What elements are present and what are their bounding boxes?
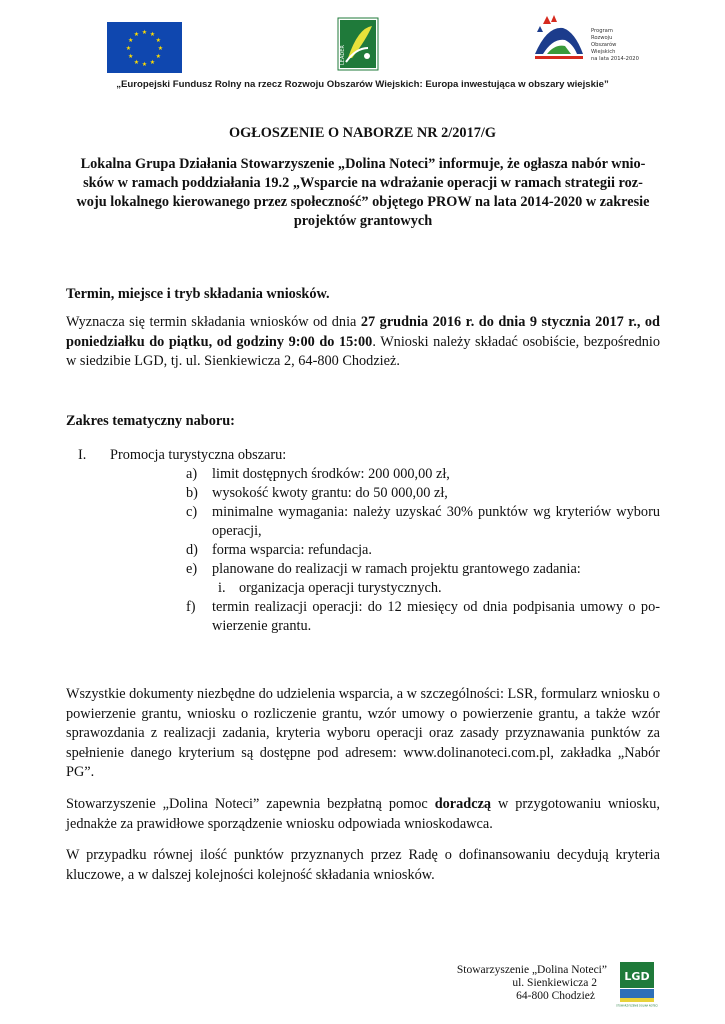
prow-logo-line-5: na lata 2014-2020 bbox=[591, 56, 639, 62]
svg-text:★: ★ bbox=[155, 53, 161, 60]
lgd-logo-caption: STOWARZYSZENIE DOLINA NOTECI bbox=[616, 1004, 658, 1008]
fund-slogan: „Europejski Fundusz Rolny na rzecz Rozwoju Obszarów Wiejskich: Europa inwestująca w obszary wiejskie” bbox=[116, 79, 609, 90]
intro-line: projektów grantowych bbox=[293, 213, 433, 229]
scope-item-title: Promocja turystyczna obszaru: bbox=[110, 447, 287, 463]
svg-text:★: ★ bbox=[149, 58, 156, 66]
intro-line: woju lokalnego kierowanego przez społeczność” objętego PROW na lata 2014-2020 w zakresie bbox=[76, 194, 650, 210]
page-title: OGŁOSZENIE O NABORZE NR 2/2017/G bbox=[229, 125, 496, 141]
footer-line: ul. Sienkiewicza 2 bbox=[512, 977, 597, 989]
sublist-item: organizacja operacji turystycznych. bbox=[239, 580, 442, 596]
intro-paragraph bbox=[66, 155, 660, 231]
list-marker: a) bbox=[186, 466, 198, 482]
prow-logo-line-1: Program bbox=[591, 28, 613, 34]
lgd-logo-text: LGD bbox=[624, 970, 650, 983]
svg-text:★: ★ bbox=[157, 45, 164, 52]
svg-text:★: ★ bbox=[125, 45, 132, 52]
leader-logo-text: LEADER bbox=[340, 45, 346, 65]
eu-flag-logo bbox=[107, 22, 182, 73]
leader-logo bbox=[338, 18, 378, 70]
roman-marker: I. bbox=[78, 447, 87, 463]
help-bold: doradczą bbox=[434, 796, 492, 812]
list-marker: f) bbox=[186, 599, 196, 615]
section-heading-scope: Zakres tematyczny naboru: bbox=[66, 413, 235, 429]
prow-logo bbox=[533, 14, 639, 68]
list-item: minimalne wymagania: należy uzyskać 30% punktów wg kryteriów wyboru bbox=[212, 504, 660, 520]
lgd-logo bbox=[617, 960, 657, 1008]
prow-logo-line-2: Rozwoju bbox=[591, 35, 613, 41]
svg-text:★: ★ bbox=[149, 31, 156, 39]
tie-break-paragraph: W przypadku równej ilość punktów przyznanych przez Radę o dofinansowaniu decydują kryteria kluczowe, a w dalszej kolejności kolejność składania wniosków. bbox=[66, 847, 660, 883]
svg-text:★: ★ bbox=[133, 58, 140, 66]
list-marker: b) bbox=[186, 485, 198, 501]
svg-text:★: ★ bbox=[141, 61, 148, 68]
list-item-continued: wierzenie grantu. bbox=[212, 618, 312, 634]
list-item: forma wsparcia: refundacja. bbox=[212, 542, 372, 558]
svg-text:★: ★ bbox=[155, 37, 161, 44]
list-item-continued: operacji, bbox=[212, 523, 262, 539]
help-text: Stowarzyszenie „Dolina Noteci” zapewnia bezpłatną pomoc bbox=[66, 796, 435, 812]
deadline-paragraph bbox=[66, 313, 660, 372]
intro-line: sków w ramach poddziałania 19.2 „Wsparcie na wdrażanie operacji w ramach strategii roz- bbox=[83, 175, 643, 191]
list-marker: c) bbox=[186, 504, 198, 520]
svg-text:★: ★ bbox=[141, 29, 148, 36]
intro-line: Lokalna Grupa Działania Stowarzyszenie „Dolina Noteci” informuje, że ogłasza nabór wnio- bbox=[80, 156, 646, 172]
svg-text:★: ★ bbox=[128, 53, 134, 60]
prow-logo-line-4: Wiejskich bbox=[591, 49, 616, 55]
svg-text:★: ★ bbox=[128, 37, 134, 44]
list-marker: e) bbox=[186, 561, 198, 577]
svg-text:★: ★ bbox=[133, 31, 140, 39]
footer-address bbox=[457, 964, 607, 1003]
documents-paragraph: Wszystkie dokumenty niezbędne do udzielenia wsparcia, a w szczególności: LSR, formularz wniosku o powierzenie grantu, wniosku o rozliczenie grantu, wzór umowy o powierzenie grantu, a także wzór sprawozdania z realizacji zadania, kryteria wyboru operacji oraz zasady przyznawania punktów za spełnienie danego kryterium są dostępne pod adresem: www.dolinanoteci.com.pl, zakładka „Nabór PG”. bbox=[66, 686, 660, 780]
deadline-text: Wyznacza się termin składania wniosków od dnia bbox=[66, 314, 361, 330]
list-marker: d) bbox=[186, 542, 198, 558]
prow-logo-line-3: Obszarów bbox=[591, 42, 617, 48]
section-heading-deadline: Termin, miejsce i tryb składania wniosków. bbox=[66, 286, 330, 302]
deadline-dates: 27 grudnia 2016 r. do dnia 9 stycznia 2017 r., od poniedziałku do piątku, od godziny 9:00 do 15:00 bbox=[66, 314, 661, 350]
help-paragraph bbox=[66, 795, 660, 834]
footer-line: 64-800 Chodzież bbox=[516, 990, 595, 1002]
help-text-end: w przygotowaniu wniosku, jednakże za prawidłowe sporządzenie wniosku odpowiada wnioskodawca. bbox=[66, 796, 660, 832]
footer-line: Stowarzyszenie „Dolina Noteci” bbox=[456, 964, 607, 976]
list-item: limit dostępnych środków: 200 000,00 zł, bbox=[212, 466, 450, 482]
sublist-marker: i. bbox=[218, 580, 226, 596]
list-item: wysokość kwoty grantu: do 50 000,00 zł, bbox=[212, 485, 448, 501]
list-item: planowane do realizacji w ramach projektu grantowego zadania: bbox=[212, 561, 581, 577]
deadline-location: . Wnioski należy składać osobiście, bezpośrednio w siedzibie LGD, tj. ul. Sienkiewicza 2, 64-800 Chodzież. bbox=[66, 333, 661, 369]
list-item: termin realizacji operacji: do 12 miesięcy od dnia podpisania umowy o po- bbox=[212, 599, 660, 615]
